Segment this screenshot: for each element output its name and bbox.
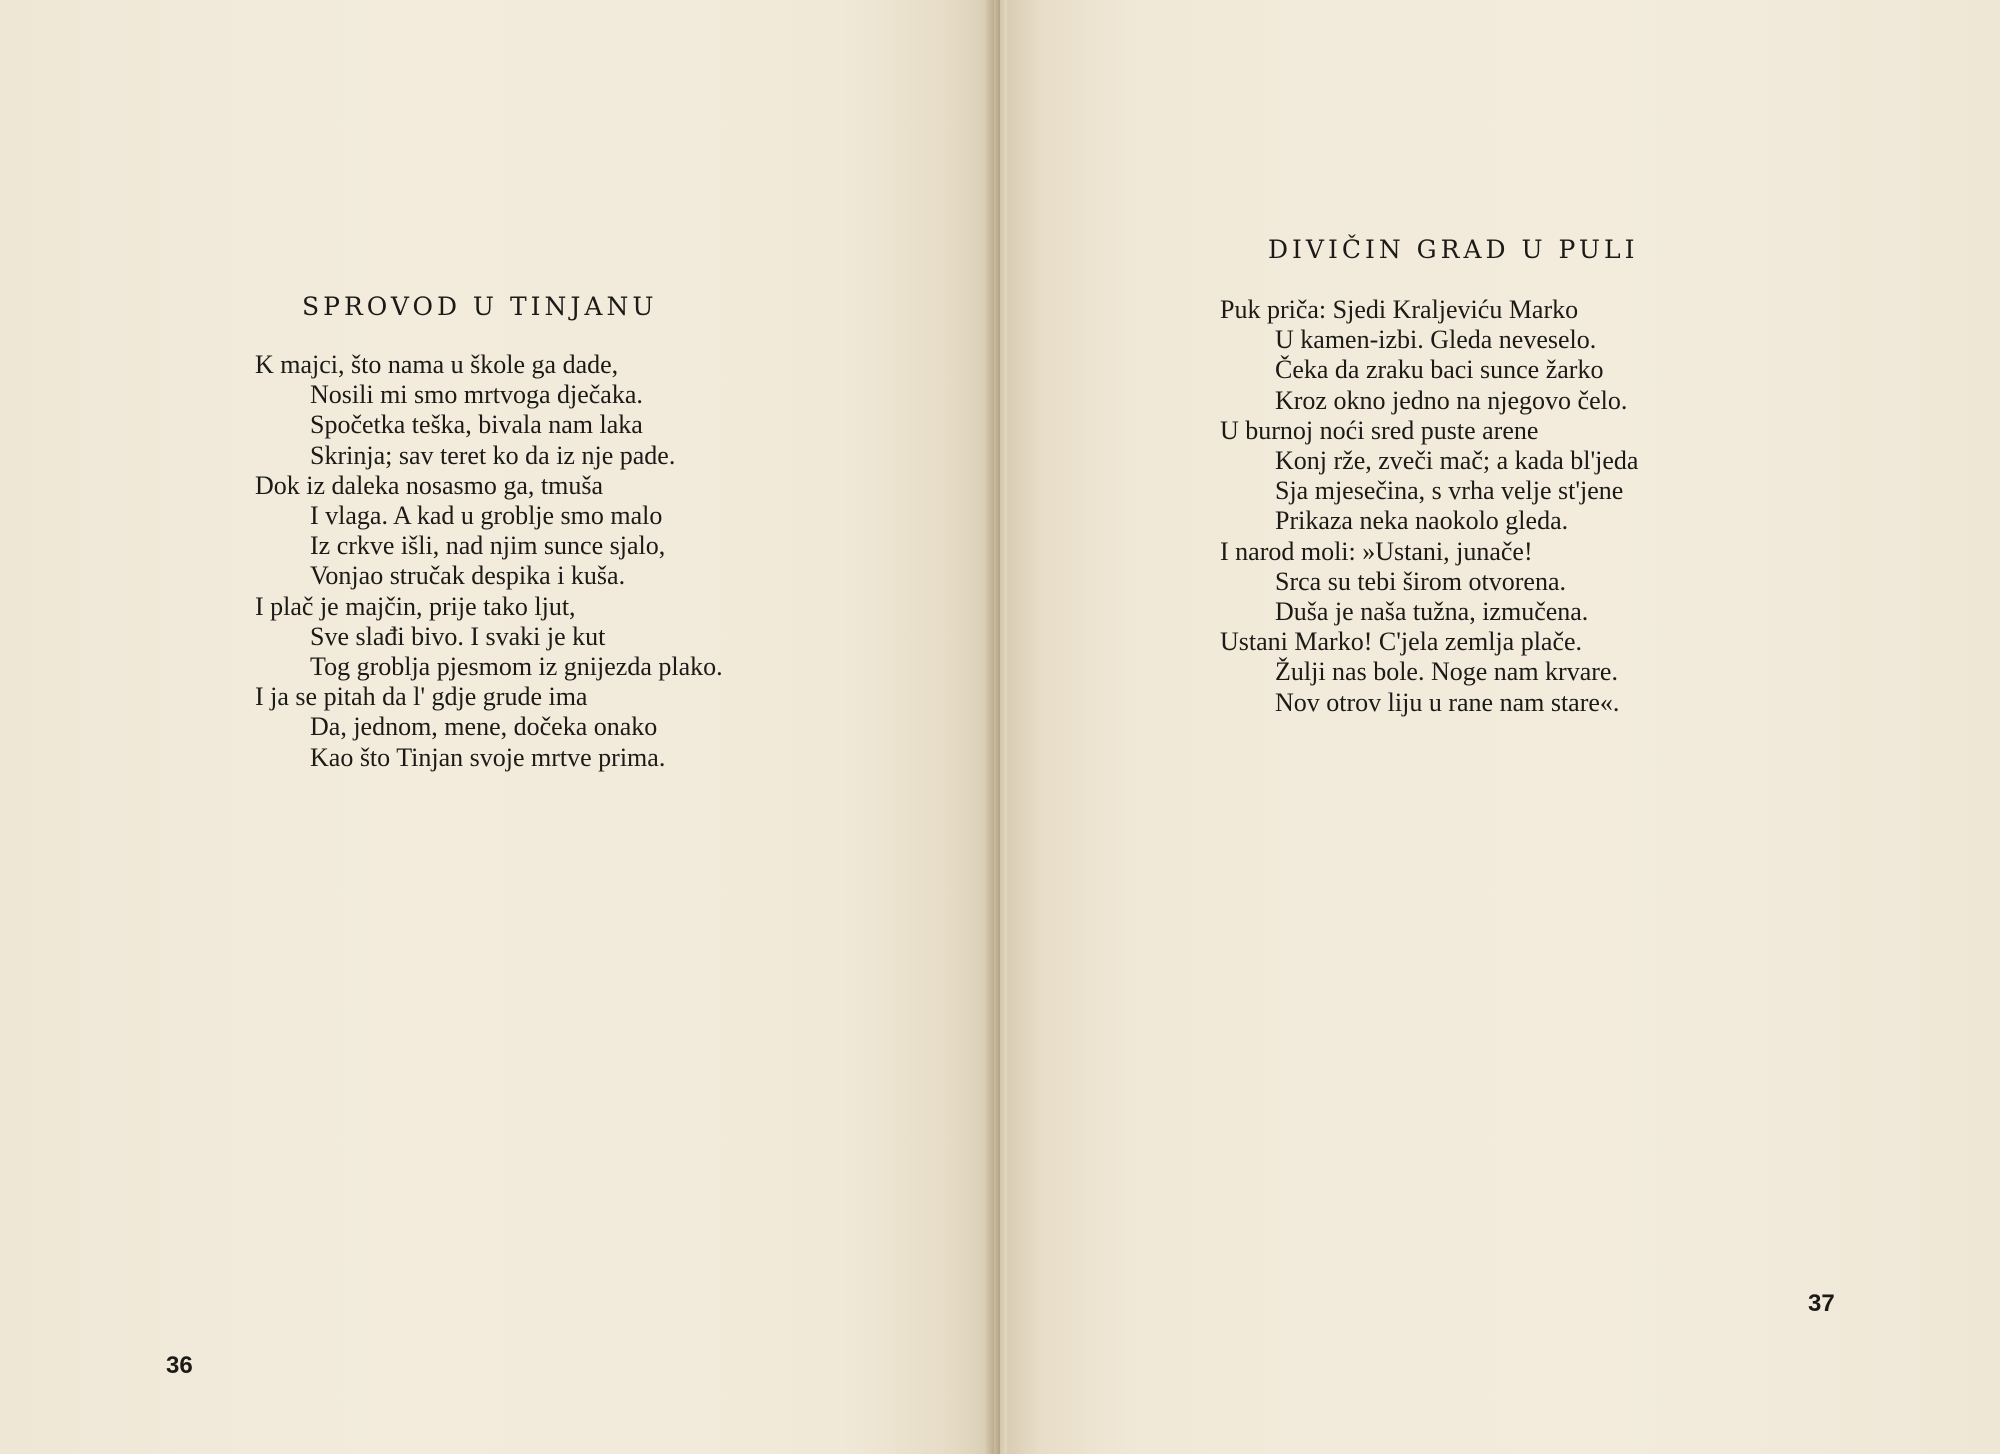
poem-line: I vlaga. A kad u groblje smo malo — [310, 501, 663, 531]
poem-title-right: DIVIČIN GRAD U PULI — [1268, 235, 1639, 264]
poem-line: Sja mjesečina, s vrha velje st'jene — [1275, 476, 1624, 506]
right-page — [1000, 0, 2000, 1454]
poem-line: Duša je naša tužna, izmučena. — [1275, 597, 1589, 627]
poem-line: Nosili mi smo mrtvoga dječaka. — [310, 380, 643, 410]
poem-line: Prikaza neka naokolo gleda. — [1275, 506, 1569, 536]
poem-line: Žulji nas bole. Noge nam krvare. — [1275, 657, 1618, 687]
poem-line: Sve slađi bivo. I svaki je kut — [310, 621, 606, 651]
poem-line: Da, jednom, mene, dočeka onako — [310, 712, 658, 742]
poem-line: Vonjao stručak despika i kuša. — [310, 561, 626, 591]
poem-line: Srca su tebi širom otvorena. — [1275, 566, 1566, 596]
poem-line: Puk priča: Sjedi Kraljeviću Marko — [1220, 295, 1579, 324]
poem-line: U kamen-izbi. Gleda neveselo. — [1275, 325, 1597, 355]
poem-line: Čeka da zraku baci sunce žarko — [1275, 355, 1604, 385]
poem-body-right — [1220, 295, 1638, 718]
left-page — [0, 0, 990, 1454]
poem-line: Skrinja; sav teret ko da iz nje pade. — [310, 440, 676, 470]
poem-line: Tog groblja pjesmom iz gnijezda plako. — [310, 652, 723, 682]
poem-line: Kao što Tinjan svoje mrtve prima. — [310, 742, 666, 772]
poem-line: Spočetka teška, bivala nam laka — [310, 410, 643, 440]
spine-shadow — [994, 0, 1000, 1454]
poem-line: U burnoj noći sred puste arene — [1220, 415, 1539, 445]
poem-line: I narod moli: »Ustani, junače! — [1220, 536, 1533, 566]
poem-line: Dok iz daleka nosasmo ga, tmuša — [255, 470, 604, 500]
poem-line: I ja se pitah da l' gdje grude ima — [255, 682, 588, 712]
poem-line: Iz crkve išli, nad njim sunce sjalo, — [310, 531, 666, 561]
poem-body-left — [255, 350, 723, 773]
poem-line: Konj rže, zveči mač; a kada bl'jeda — [1275, 446, 1639, 476]
poem-line: Kroz okno jedno na njegovo čelo. — [1275, 385, 1628, 415]
poem-line: Nov otrov liju u rane nam stare«. — [1275, 687, 1620, 717]
poem-line: Ustani Marko! C'jela zemlja plače. — [1220, 627, 1583, 657]
page-number-left: 36 — [166, 1352, 193, 1379]
poem-line: I plač je majčin, prije tako ljut, — [255, 591, 576, 621]
poem-title-left: SPROVOD U TINJANU — [302, 292, 658, 321]
page-number-right: 37 — [1808, 1290, 1835, 1317]
poem-line: K majci, što nama u škole ga dade, — [255, 350, 619, 379]
